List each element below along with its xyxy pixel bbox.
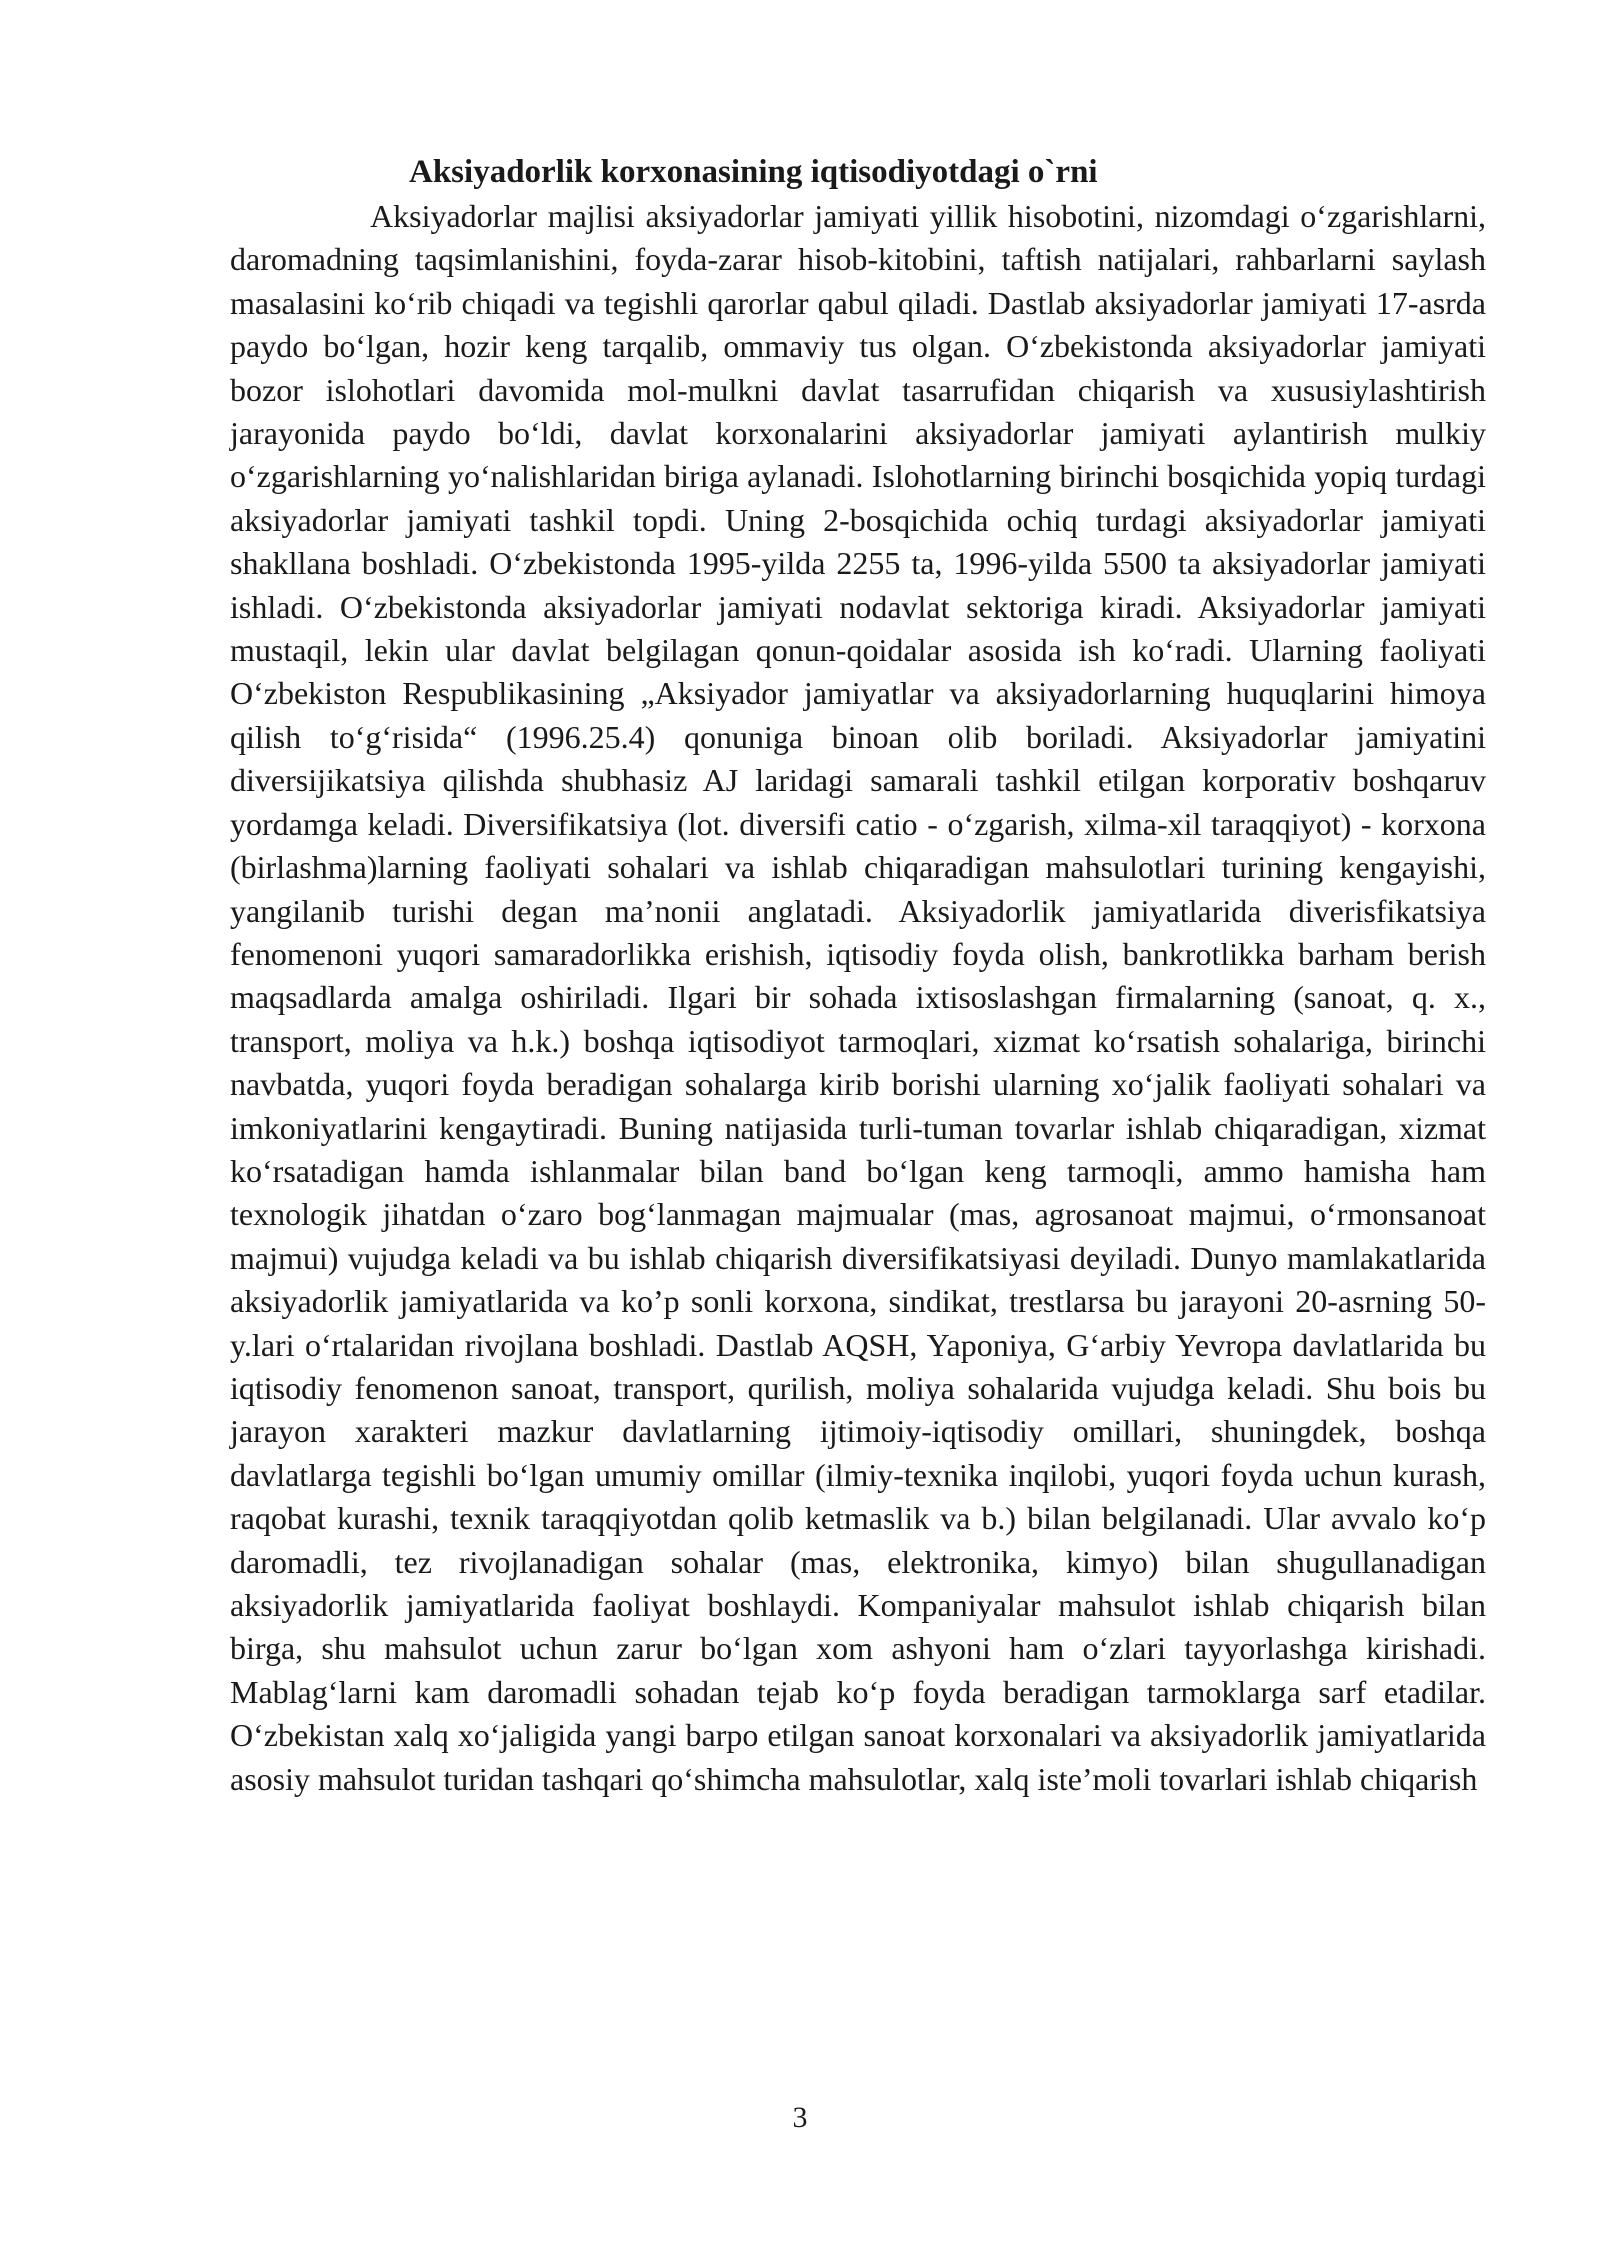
body-paragraph: Aksiyadorlar majlisi aksiyadorlar jamiyati yillik hisobotini, nizomdagi o‘zgarishlarni, daromadning taqsimlanishini, foyda-zarar hisob-kitobini, taftish natijalari, rahbarlarni saylash masalasini ko‘rib chiqadi va tegishli qarorlar qabul qiladi. Dastlab aksiyadorlar jamiyati 17-asrda paydo bo‘lgan, hozir keng tarqalib, ommaviy tus olgan. O‘zbekistonda aksiyadorlar jamiyati bozor islohotlari davomida mol-mulkni davlat tasarrufidan chiqarish va xususiylashtirish jarayonida paydo bo‘ldi, davlat korxonalarini aksiyadorlar jamiyati aylantirish mulkiy o‘zgarishlarning yo‘nalishlaridan biriga aylanadi. Islohotlarning birinchi bosqichida yopiq turdagi aksiyadorlar jamiyati tashkil topdi. Uning 2-bosqichida ochiq turdagi aksiyadorlar jamiyati shakllana boshladi. O‘zbekistonda 1995-yilda 2255 ta, 1996-yilda 5500 ta aksiyadorlar jamiyati ishladi. O‘zbekistonda aksiyadorlar jamiyati nodavlat sektoriga kiradi. Aksiyadorlar jamiyati mustaqil, lekin ular davlat belgilagan qonun-qoidalar asosida ish ko‘radi. Ularning faoliyati O‘zbekiston Respublikasining „Aksiyador jamiyatlar va aksiyadorlarning huquqlarini himoya qilish to‘g‘risida“ (1996.25.4) qonuniga binoan olib boriladi. Aksiyadorlar jamiyatini diversijikatsiya qilishda shubhasiz AJ laridagi samarali tashkil etilgan korporativ boshqaruv yordamga keladi. Diversifikatsiya (lot. diversifi catio - o‘zgarish, xilma-xil taraqqiyot) - korxona (birlashma)larning faoliyati sohalari va ishlab chiqaradigan mahsulotlari turining kengayishi, yangilanib turishi degan ma’nonii anglatadi. Aksiyadorlik jamiyatlarida diverisfikatsiya fenomenoni yuqori samaradorlikka erishish, iqtisodiy foyda olish, bankrotlikka barham berish maqsadlarda amalga oshiriladi. Ilgari bir sohada ixtisoslashgan firmalarning (sanoat, q. x., transport, moliya va h.k.) boshqa iqtisodiyot tarmoqlari, xizmat ko‘rsatish sohalariga, birinchi navbatda, yuqori foyda beradigan sohalarga kirib borishi ularning xo‘jalik faoliyati sohalari va imkoniyatlarini kengaytiradi. Buning natijasida turli-tuman tovarlar ishlab chiqaradigan, xizmat ko‘rsatadigan hamda ishlanmalar bilan band bo‘lgan keng tarmoqli, ammo hamisha ham texnologik jihatdan o‘zaro bog‘lanmagan majmualar (mas, agrosanoat majmui, o‘rmonsanoat majmui) vujudga keladi va bu ishlab chiqarish diversifikatsiyasi deyiladi. Dunyo mamlakatlarida aksiyadorlik jamiyatlarida va ko’p sonli korxona, sindikat, trestlarsa bu jarayoni 20-asrning 50-y.lari o‘rtalaridan rivojlana boshladi. Dastlab AQSH, Yaponiya, G‘arbiy Yevropa davlatlarida bu iqtisodiy fenomenon sanoat, transport, qurilish, moliya sohalarida vujudga keladi. Shu bois bu jarayon xarakteri mazkur davlatlarning ijtimoiy-iqtisodiy omillari, shuningdek, boshqa davlatlarga tegishli bo‘lgan umumiy omillar (ilmiy-texnika inqilobi, yuqori foyda uchun kurash, raqobat kurashi, texnik taraqqiyotdan qolib ketmaslik va b.) bilan belgilanadi. Ular avvalo ko‘p daromadli, tez rivojlanadigan sohalar (mas, elektronika, kimyo) bilan shugullanadigan aksiyadorlik jamiyatlarida faoliyat boshlaydi. Kompaniyalar mahsulot ishlab chiqarish bilan birga, shu mahsulot uchun zarur bo‘lgan xom ashyoni ham o‘zlari tayyorlashga kirishadi. Mablag‘larni kam daromadli sohadan tejab ko‘p foyda beradigan tarmoklarga sarf etadilar. O‘zbekistan xalq xo‘jaligida yangi barpo etilgan sanoat korxonalari va aksiyadorlik jamiyatlarida asosiy mahsulot turidan tashqari qo‘shimcha mahsulotlar, xalq iste’moli tovarlari ishlab chiqarish [230, 198, 1486, 1797]
document-title: Aksiyadorlik korxonasining iqtisodiyotdagi o`rni [409, 154, 1098, 190]
page-number: 3 [792, 2101, 808, 2134]
